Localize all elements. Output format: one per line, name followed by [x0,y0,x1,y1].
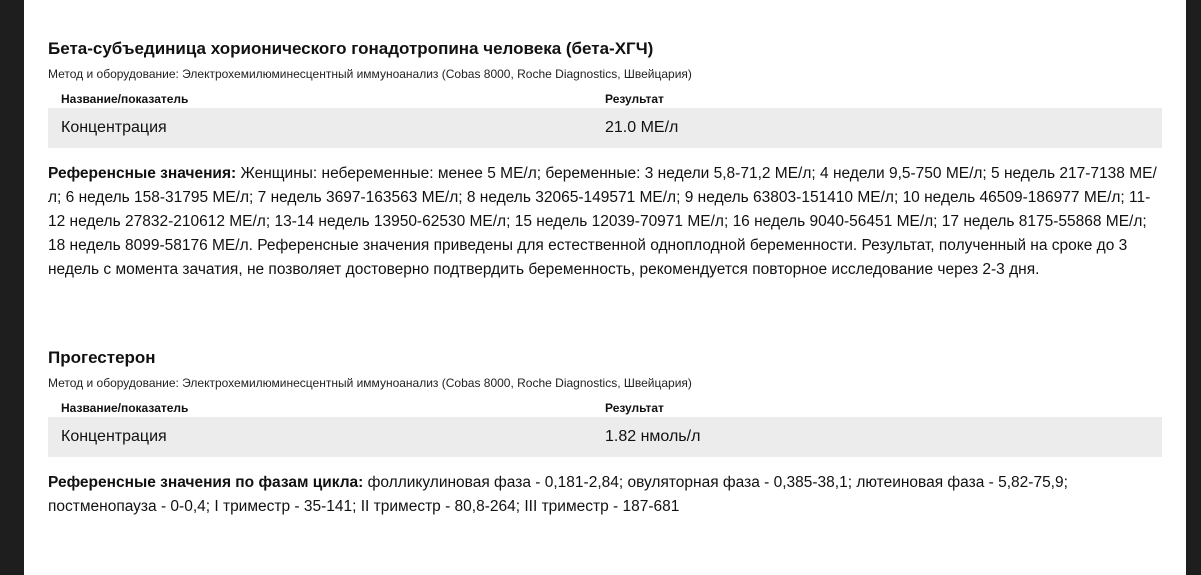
section-progesterone [48,347,1162,519]
method-text: Метод и оборудование: Электрохемилюминесцентный иммуноанализ (Cobas 8000, Roche Diagnostics, Швейцария) [48,376,692,390]
reference-label: Референсные значения по фазам цикла: [48,474,364,491]
table-header [48,91,1162,108]
reference-values [48,162,1162,282]
section-title: Бета-субъединица хорионического гонадотропина человека (бета-ХГЧ) [48,39,654,58]
reference-text: фолликулиновая фаза - 0,181-2,84; овуляторная фаза - 0,385-38,1; лютеиновая фаза - 5,82-75,9; постменопауза - 0-0,4; I триместр - 35-141; II триместр - 80,8-264; III триместр - 187-681 [48,474,1068,515]
table-row [48,417,1162,457]
reference-values [48,471,1162,519]
column-result-header: Результат [605,401,664,415]
column-name-header: Название/показатель [61,401,189,415]
column-result-header: Результат [605,92,664,106]
document-page [24,0,1186,575]
section-title: Прогестерон [48,348,156,367]
row-result: 21.0 МЕ/л [605,119,679,136]
section-hcg [48,38,1162,282]
reference-text: Женщины: небеременные: менее 5 МЕ/л; беременные: 3 недели 5,8-71,2 МЕ/л; 4 недели 9,5-750 МЕ/л; 5 недель 217-7138 МЕ/л; 6 недель 158-31795 МЕ/л; 7 недель 3697-163563 МЕ/л; 8 недель 32065-149571 МЕ/л; 9 недель 63803-151410 МЕ/л; 10 недель 46509-186977 МЕ/л; 11-12 недель 27832-210612 МЕ/л; 13-14 недель 13950-62530 МЕ/л; 15 недель 12039-70971 МЕ/л; 16 недель 9040-56451 МЕ/л; 17 недель 8175-55868 МЕ/л; 18 недель 8099-58176 МЕ/л. Референсные значения приведены для естественной одноплодной беременности. Результат, полученный на сроке до 3 недель с момента зачатия, не позволяет достоверно подтвердить беременность, рекомендуется повторное исследование через 2-3 дня. [48,165,1157,278]
table-header [48,400,1162,417]
reference-label: Референсные значения: [48,165,237,182]
table-row [48,108,1162,148]
column-name-header: Название/показатель [61,92,189,106]
row-name: Концентрация [61,119,167,136]
row-name: Концентрация [61,428,167,445]
row-result: 1.82 нмоль/л [605,428,701,445]
method-text: Метод и оборудование: Электрохемилюминесцентный иммуноанализ (Cobas 8000, Roche Diagnostics, Швейцария) [48,67,692,81]
